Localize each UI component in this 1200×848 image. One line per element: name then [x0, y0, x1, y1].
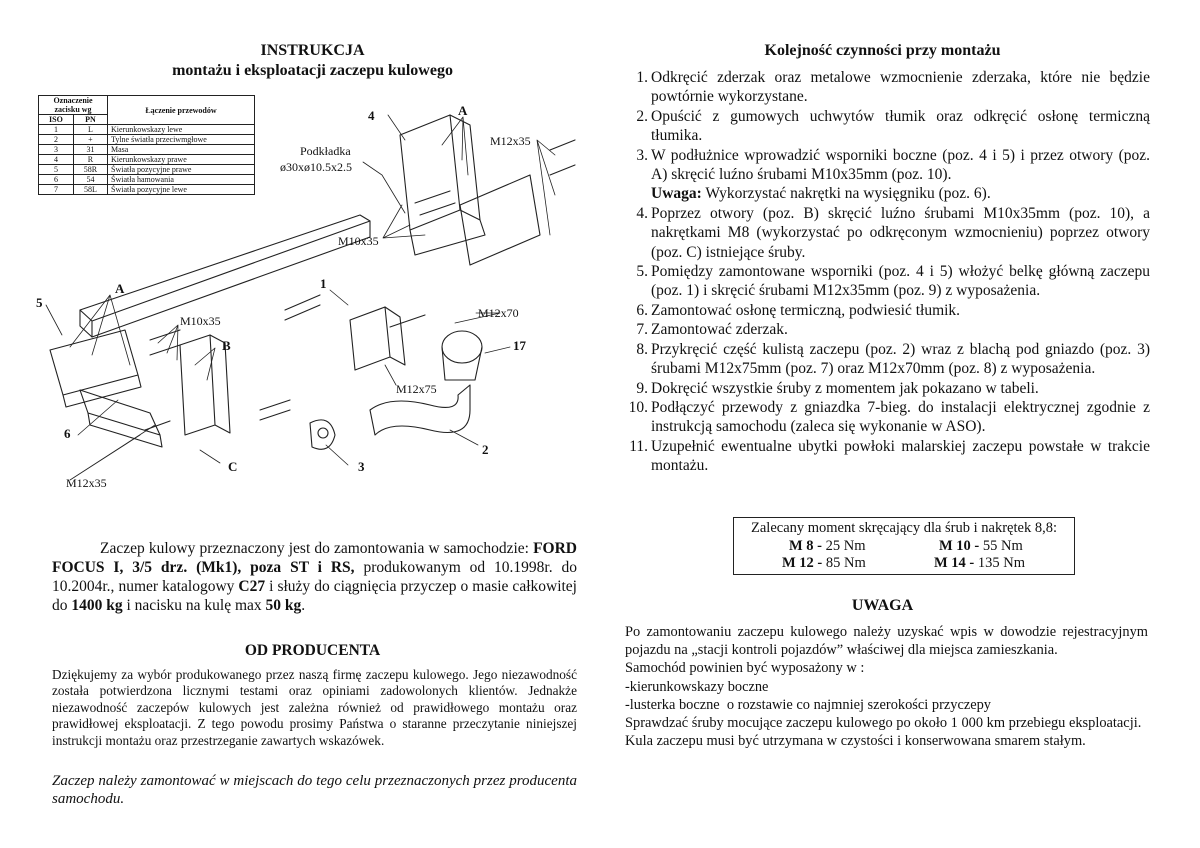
torque-label: M 14 - — [934, 555, 975, 571]
warning-paragraph: -kierunkowskazy boczne — [625, 678, 769, 695]
cell-desc: Światła hamowania — [108, 175, 255, 185]
label-A-left: A — [115, 281, 125, 296]
table-row — [39, 155, 255, 165]
producer-heading: OD PRODUCENTA — [244, 642, 381, 659]
list-item — [618, 379, 1150, 398]
step-note: Wykorzystać nakrętki na wysięgniku (poz. 6). — [701, 185, 991, 203]
table-row — [39, 165, 255, 175]
center-bracket — [180, 335, 215, 435]
label-pos-17: 17 — [513, 338, 526, 353]
step-text: Pomiędzy zamontowane wsporniki (poz. 4 i 5) włożyć belkę główną zaczepu (poz. 1) i skręcić śrubami M12x35mm (poz. 9) z wyposażenia. — [651, 263, 1150, 300]
cell-pn: L — [73, 125, 107, 135]
step-text: Uzupełnić ewentualne ubytki powłoki malarskiej zaczepu powstałe w trakcie montażu. — [651, 437, 1150, 475]
list-item — [618, 204, 1150, 262]
list-item — [618, 398, 1150, 437]
cell-iso: 2 — [39, 135, 74, 145]
main-beam — [80, 215, 370, 321]
table-header-iso: ISO — [39, 115, 74, 125]
torque-m12 — [782, 555, 866, 572]
cell-desc: Kierunkowskazy prawe — [108, 155, 255, 165]
cell-pn: 31 — [73, 145, 107, 155]
torque-table — [733, 517, 1075, 575]
step-number: 4. — [636, 204, 648, 222]
torque-m14 — [934, 555, 1025, 572]
warning-paragraph: Kula zaczepu musi być utrzymana w czystości i konserwowana smarem stałym. — [625, 733, 1086, 750]
torque-value: 85 Nm — [822, 555, 866, 571]
torque-title: Zalecany moment skręcający dla śrub i nakrętek 8,8: — [751, 520, 1057, 536]
intro-text: produkowanym od 10.1998r. do 10.2004r., numer katalogowy — [52, 559, 577, 595]
producer-text: Dziękujemy za wybór produkowanego przez naszą firmę zaczepu kulowego. Jego niezawodność została potwierdzona licznymi testami oraz opiniami zadowolonych klientów. Jednakże niezawodność zaczepów kulowych jest zależna również od prawidłowego montażu oraz prawidłowej eksploatacji. Z tego powodu prosimy Państwa o staranne przeczytanie niniejszej instrukcji montażu oraz przestrzeganie zawartych wskazówek. — [52, 667, 577, 748]
list-item — [618, 262, 1150, 301]
step-number: 1. — [636, 69, 648, 86]
label-m10x35-mid: M10x35 — [338, 234, 379, 248]
intro-text: i służy do ciągnięcia przyczep o masie całkowitej do — [52, 578, 577, 614]
step-number: 6. — [636, 301, 648, 319]
socket-plate — [310, 420, 335, 449]
step-number: 8. — [636, 340, 648, 358]
warning-heading: UWAGA — [851, 597, 914, 614]
step-text: Dokręcić wszystkie śruby z momentem jak pokazano w tabeli. — [651, 379, 1039, 397]
label-m12x35-top: M12x35 — [490, 134, 531, 148]
warning-paragraph: Sprawdzać śruby mocujące zaczepu kulowego po około 1 000 km przebiegu eksploatacji. — [625, 715, 1142, 732]
label-B: B — [222, 338, 231, 353]
table-row — [39, 135, 255, 145]
warning-text — [625, 623, 1148, 750]
table-header-pn: PN — [73, 115, 107, 125]
cell-desc: Tylne światła przeciwmgłowe — [108, 135, 255, 145]
label-pos-2: 2 — [482, 442, 489, 457]
cell-pn: 58L — [73, 185, 107, 195]
step-note-label: Uwaga: — [651, 185, 702, 203]
label-pos-6: 6 — [64, 426, 71, 441]
cell-iso: 7 — [39, 185, 74, 195]
cell-desc: Światła pozycyjne prawe — [108, 165, 255, 175]
list-item — [618, 68, 1150, 107]
torque-value: 55 Nm — [979, 538, 1023, 554]
step-number: 10. — [628, 398, 648, 416]
max-trailer-mass: 1400 kg — [71, 597, 123, 614]
list-item — [618, 437, 1150, 476]
cell-pn: 54 — [73, 175, 107, 185]
list-item — [618, 301, 1150, 320]
label-pos-1: 1 — [320, 276, 327, 291]
warning-paragraph: Po zamontowaniu zaczepu kulowego należy uzyskać wpis w dowodzie rejestracyjnym pojazdu na „stacji kontroli pojazdów” właściwej dla miejsca zamieszkania. — [625, 624, 1148, 659]
torque-value: 25 Nm — [822, 538, 866, 554]
steps-title: Kolejność czynności przy montażu — [764, 42, 1001, 59]
torque-m10 — [939, 538, 1023, 555]
step-text: Podłączyć przewody z gniazdka 7-bieg. do instalacji elektrycznej zgodnie z instrukcją samochodu (zaleca się wykonanie w ASO). — [651, 398, 1150, 436]
step-text: W podłużnice wprowadzić wsporniki boczne (poz. 4 i 5) i przez otwory (poz. A) skręcić luźno śrubami M10x35mm (poz. 10). — [651, 146, 1150, 184]
cell-iso: 3 — [39, 145, 74, 155]
table-row — [39, 125, 255, 135]
wire-connection-table — [38, 95, 255, 195]
label-m12x75: M12x75 — [396, 382, 437, 396]
step-text: Zamontować zderzak. — [651, 321, 788, 339]
label-A-top: A — [458, 103, 468, 118]
step-number: 11. — [629, 437, 648, 455]
intro-text: . — [301, 597, 306, 614]
torque-m8 — [789, 538, 866, 555]
max-ball-load: 50 kg — [265, 597, 302, 614]
step-number: 7. — [636, 321, 648, 339]
document-title: INSTRUKCJA — [260, 42, 365, 59]
cell-pn: R — [73, 155, 107, 165]
label-washer-dimensions: ø30xø10.5x2.5 — [280, 160, 352, 174]
application-paragraph — [52, 539, 577, 615]
list-item — [618, 107, 1150, 146]
list-item — [618, 146, 1150, 204]
center-plate — [350, 307, 390, 370]
step-text: Zamontować osłonę termiczną, podwiesić tłumik. — [651, 301, 961, 319]
cell-iso: 1 — [39, 125, 74, 135]
label-pos-4: 4 — [368, 108, 375, 123]
warning-paragraph: -lusterka boczne o rozstawie co najmniej szerokości przyczepy — [625, 696, 992, 713]
torque-label: M 8 - — [789, 538, 823, 554]
left-arm — [80, 390, 160, 435]
label-m10x35-left: M10x35 — [180, 314, 221, 328]
torque-label: M 12 - — [782, 555, 823, 571]
cell-pn: + — [73, 135, 107, 145]
cell-iso: 5 — [39, 165, 74, 175]
cell-desc: Kierunkowskazy lewe — [108, 125, 255, 135]
tow-ball — [442, 331, 482, 363]
torque-value: 135 Nm — [974, 555, 1026, 571]
cell-pn: 58R — [73, 165, 107, 175]
warning-paragraph: Samochód powinien być wyposażony w : — [625, 660, 865, 677]
producer-note: Zaczep należy zamontować w miejscach do tego celu przeznaczonych przez producenta samochodu. — [52, 773, 577, 807]
intro-text: i nacisku na kulę max — [122, 597, 266, 614]
list-item — [618, 320, 1150, 339]
list-item — [618, 340, 1150, 379]
label-m12x70: M12x70 — [478, 306, 519, 320]
step-text: Opuścić z gumowych uchwytów tłumik oraz odkręcić osłonę termiczną tłumika. — [651, 107, 1150, 145]
step-text: Poprzez otwory (poz. B) skręcić luźno śrubami M10x35mm (poz. 10), a nakrętkami M8 (wykorzystać po odkręconym wzmocnieniu) poprzez otwory (poz. C) istniejące śruby. — [651, 204, 1150, 261]
label-C: C — [228, 459, 238, 474]
step-number: 5. — [636, 263, 648, 281]
cell-desc: Światła pozycyjne lewe — [108, 185, 255, 195]
catalog-number: C27 — [238, 578, 266, 595]
cell-desc: Masa — [108, 145, 255, 155]
cell-iso: 4 — [39, 155, 74, 165]
table-row — [39, 175, 255, 185]
step-text: Przykręcić część kulistą zaczepu (poz. 2) wraz z blachą pod gniazdo (poz. 3) śrubami M12x75mm (poz. 7) oraz M12x70mm (poz. 8) z wyposażenia. — [651, 340, 1150, 378]
label-pos-5: 5 — [36, 295, 43, 310]
left-bracket — [50, 330, 138, 395]
intro-text: Zaczep kulowy przeznaczony jest do zamontowania w samochodzie: — [100, 540, 529, 557]
table-row — [39, 185, 255, 195]
step-number: 3. — [636, 146, 648, 164]
table-header-terminal: Oznaczenie zacisku wg — [39, 96, 108, 115]
torque-label: M 10 - — [939, 538, 980, 554]
right-bracket — [400, 115, 460, 230]
installation-steps — [618, 68, 1150, 476]
step-text: Odkręcić zderzak oraz metalowe wzmocnienie zderzaka, które nie będzie powtórnie wykorzystane. — [651, 69, 1150, 106]
step-number: 9. — [636, 379, 648, 397]
vehicle-model: FORD FOCUS I, 3/5 drz. (Mk1), poza ST i RS, — [52, 540, 578, 576]
table-row — [39, 145, 255, 155]
label-pos-3: 3 — [358, 459, 365, 474]
table-header-wiring: Łączenie przewodów — [108, 96, 255, 125]
step-number: 2. — [636, 107, 648, 125]
label-m12x35-bottom: M12x35 — [66, 476, 107, 490]
document-subtitle: montażu i eksploatacji zaczepu kulowego — [172, 62, 453, 79]
label-washer: Podkładka — [300, 144, 351, 158]
cell-iso: 6 — [39, 175, 74, 185]
